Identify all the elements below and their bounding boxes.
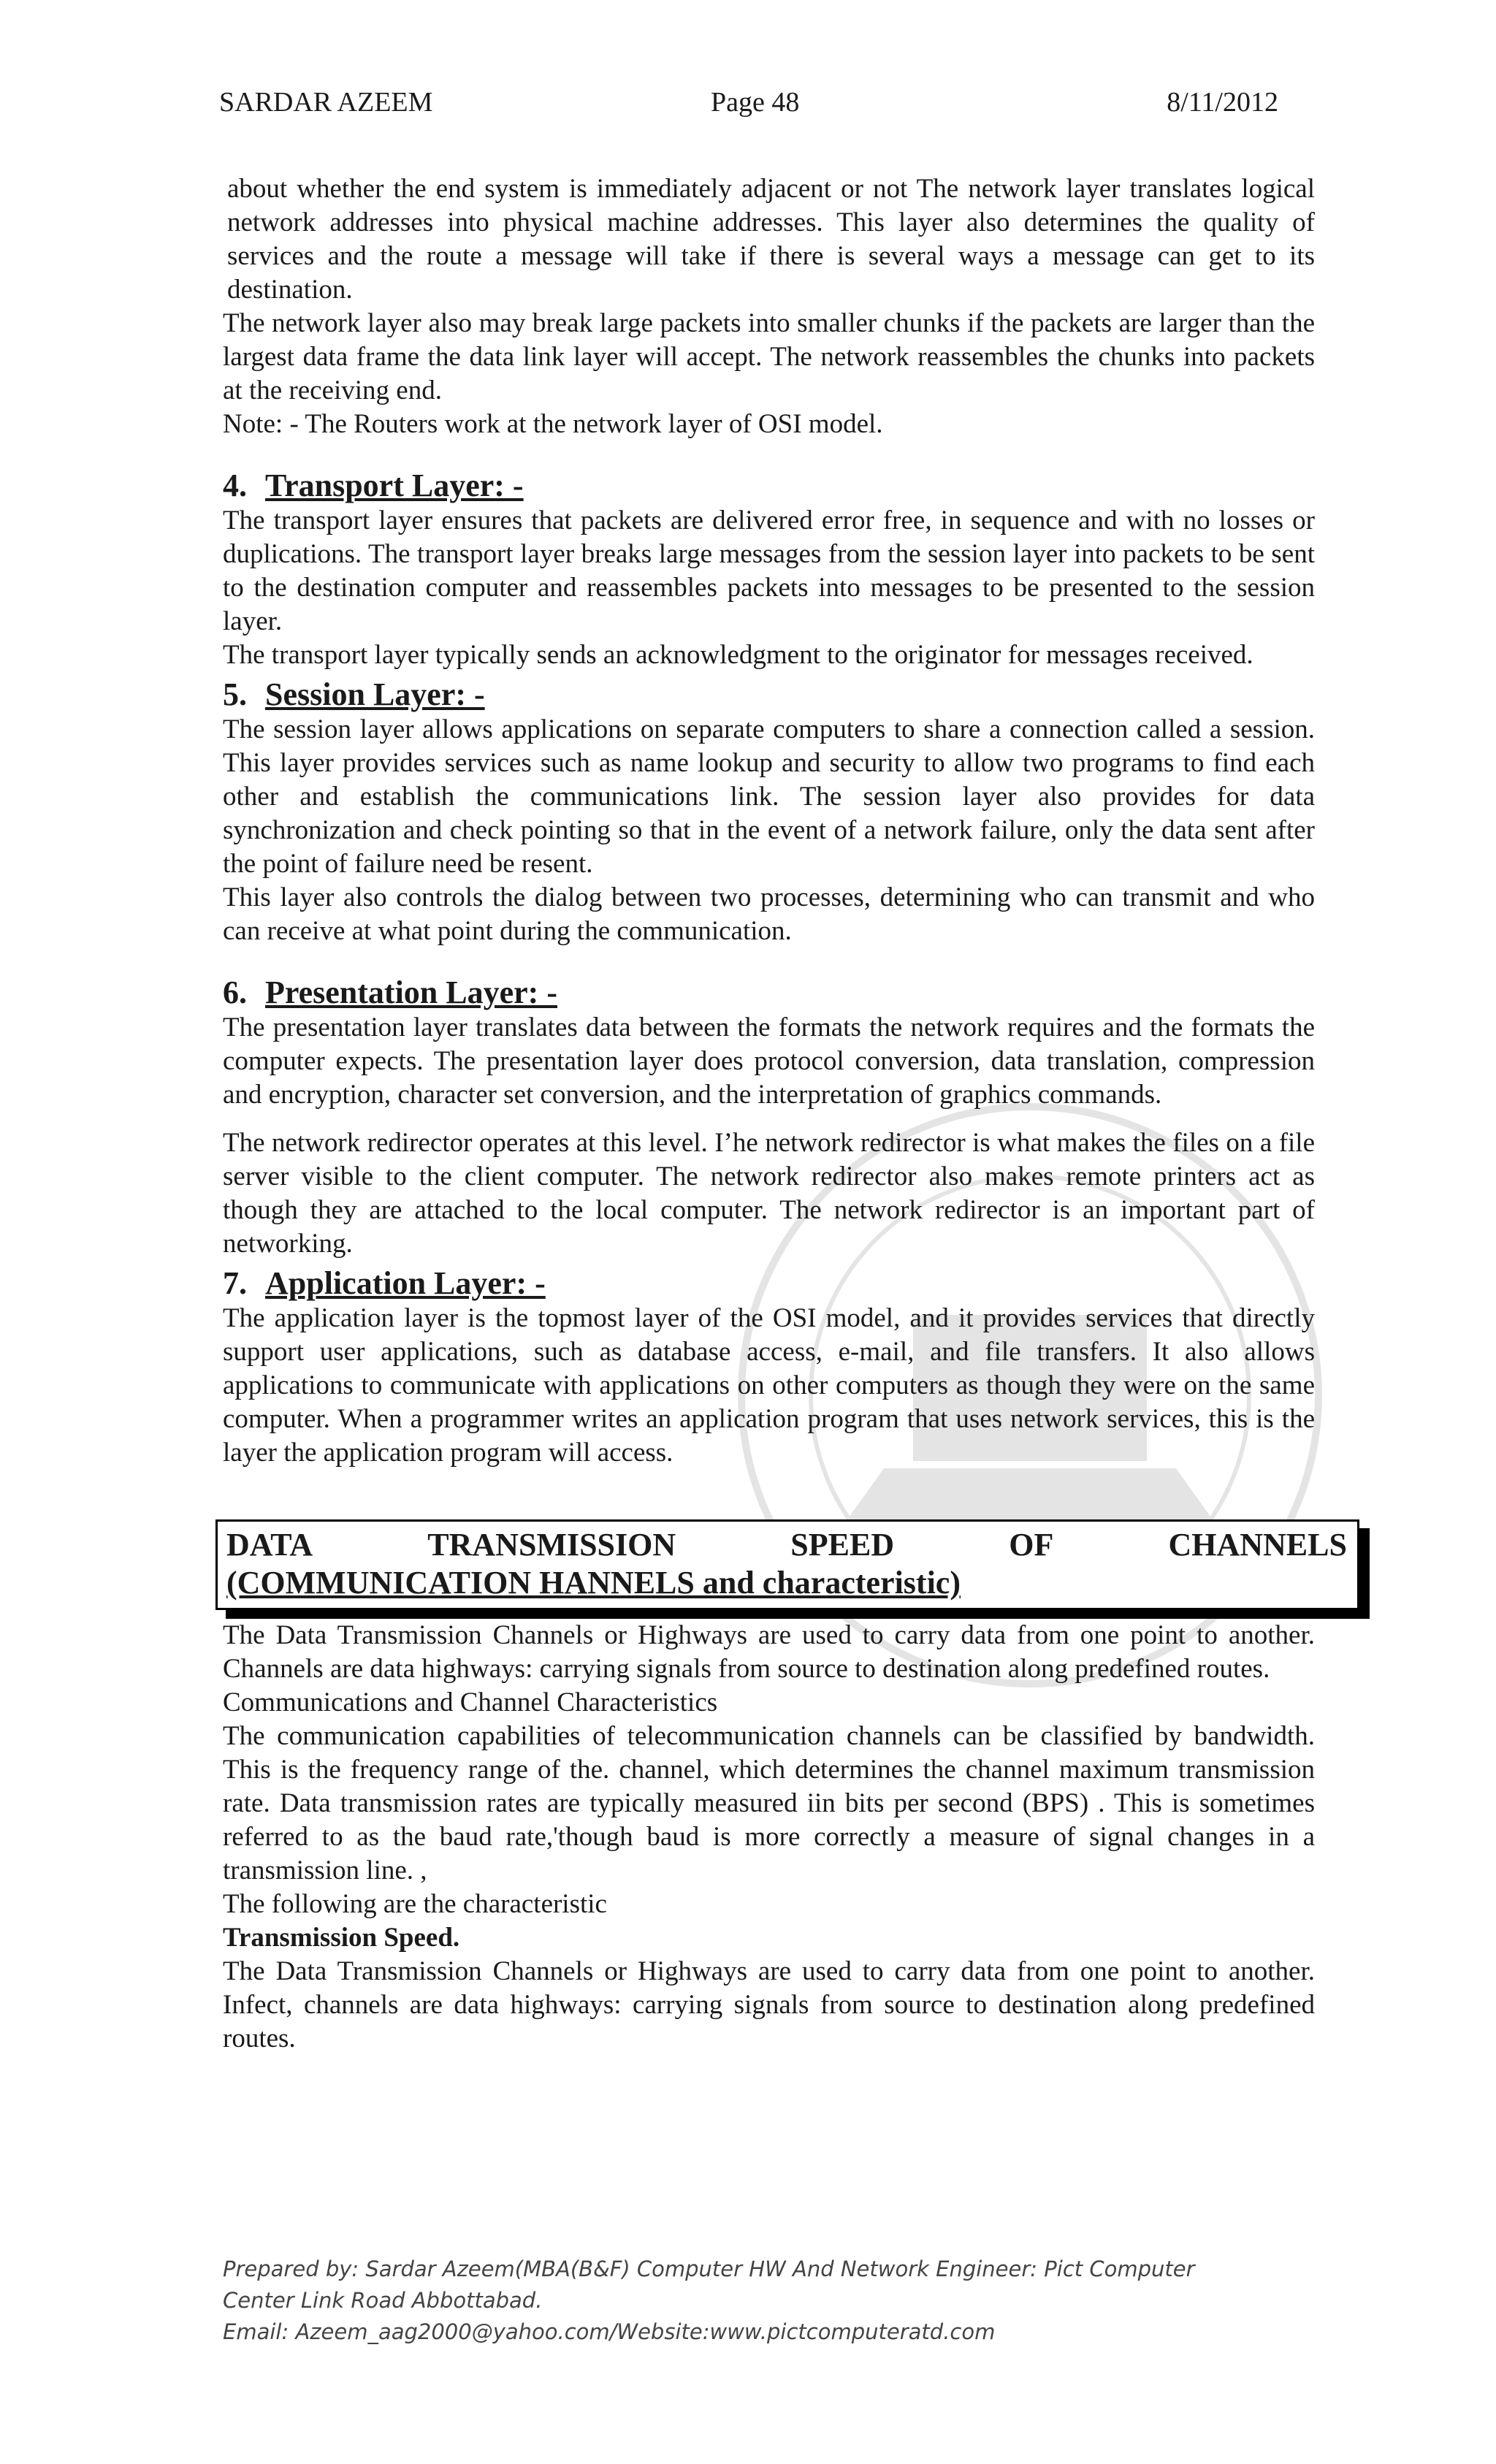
footer-line: Center Link Road Abbottabad.: [223, 2288, 543, 2313]
body-content: [223, 172, 1347, 2056]
section-title: Session Layer: -: [265, 676, 485, 712]
banner-word: CHANNELS: [1168, 1527, 1347, 1563]
spacer: [223, 441, 1315, 463]
transmission-speed-heading: Transmission Speed.: [223, 1923, 460, 1953]
footer-line: Prepared by: Sardar Azeem(MBA(B&F) Computer HW And Network Engineer: Pict Computer: [223, 2257, 1195, 2281]
section-title: Application Layer: -: [265, 1265, 546, 1301]
channels-paragraph: The following are the characteristic: [223, 1889, 607, 1919]
banner-word: OF: [1009, 1527, 1054, 1563]
note-paragraph: Note: - The Routers work at the network layer of OSI model.: [223, 409, 883, 439]
header-author: SARDAR AZEEM: [219, 87, 433, 118]
channels-paragraph: The communication capabilities of telecommunication channels can be classified by bandwidth. This is the frequency range of the. channel, which determines the channel maximum transmission rate. Data transmission rates are typically measured iin bits per second (BPS) . This is sometimes referred to as the baud rate,'though baud is more correctly a measure of signal changes in a transmission line. ,: [223, 1721, 1315, 1885]
channels-subheading: Communications and Channel Characteristics: [223, 1687, 718, 1717]
presentation-paragraph: The network redirector operates at this level. I’he network redirector is what makes the files on a file server visible to the client computer. The network redirector also makes remote printers act as though they are attached to the local computer. The network redirector is an important part of networking.: [223, 1128, 1315, 1259]
intro-paragraph: about whether the end system is immediately adjacent or not The network layer translates logical network addresses into physical machine addresses. This layer also determines the quality of services and the route a message will take if there is several ways a message can get to its destination.: [227, 174, 1315, 305]
header-date: 8/11/2012: [1167, 87, 1278, 118]
section-heading-presentation: [223, 974, 1315, 1011]
banner-word: SPEED: [790, 1527, 895, 1563]
transport-paragraph: The transport layer ensures that packets are delivered error free, in sequence and with no losses or duplications. The transport layer breaks large messages from the session layer into packets to be sent to the destination computer and reassembles packets into messages to be presented to the session layer.: [223, 506, 1315, 636]
section-number: 6.: [223, 974, 247, 1010]
section-heading-application: [223, 1265, 1315, 1302]
banner-subtitle: (COMMUNICATION HANNELS and characteristic): [226, 1565, 961, 1601]
page-header: [219, 86, 1278, 130]
section-title: Presentation Layer: -: [265, 974, 557, 1010]
page-footer: [223, 2254, 1318, 2348]
session-paragraph: The session layer allows applications on separate computers to share a connection called a session. This layer provides services such as name lookup and security to allow two programs to find each other and establish the communications link. The session layer also provides for data synchronization and check pointing so that in the event of a network failure, only the data sent after the point of failure need be resent.: [223, 714, 1315, 879]
intro-paragraph: The network layer also may break large packets into smaller chunks if the packets are larger than the largest data frame the data link layer will accept. The network reassembles the chunks into packets at the receiving end.: [223, 308, 1315, 405]
transport-paragraph: The transport layer typically sends an acknowledgment to the originator for messages received.: [223, 640, 1253, 670]
section-heading-session: [223, 676, 1315, 713]
header-page-number: Page 48: [711, 87, 800, 118]
channels-paragraph: The Data Transmission Channels or Highways are used to carry data from one point to another. Channels are data highways: carrying signals from source to destination along predefined routes.: [223, 1620, 1315, 1684]
banner-word: TRANSMISSION: [427, 1527, 676, 1563]
footer-email: Email: Azeem_aag2000@yahoo.com/Website:www.pictcomputeratd.com: [223, 2319, 996, 2344]
section-number: 7.: [223, 1265, 247, 1301]
section-banner: [215, 1519, 1359, 1610]
application-paragraph: The application layer is the topmost layer of the OSI model, and it provides services that directly support user applications, such as database access, e-mail, and file transfers. It also allows applications to communicate with applications on other computers as though they were on the same computer. When a programmer writes an application program that uses network services, this is the layer the application program will access.: [223, 1303, 1315, 1468]
spacer: [223, 948, 1315, 970]
session-paragraph: This layer also controls the dialog between two processes, determining who can transmit and who can receive at what point during the communication.: [223, 882, 1315, 946]
banner-title-line: [226, 1526, 1347, 1564]
presentation-paragraph: The presentation layer translates data between the formats the network requires and the formats the computer expects. The presentation layer does protocol conversion, data translation, compression and encryption, character set conversion, and the interpretation of graphics commands.: [223, 1012, 1315, 1110]
banner-word: DATA: [226, 1527, 313, 1563]
spacer: [223, 1112, 1315, 1126]
channels-paragraph: The Data Transmission Channels or Highways are used to carry data from one point to another. Infect, channels are data highways: carrying signals from source to destination along predefined routes.: [223, 1956, 1315, 2053]
section-number: 5.: [223, 676, 247, 712]
section-title: Transport Layer: -: [265, 468, 524, 503]
section-heading-transport: [223, 468, 1315, 504]
section-number: 4.: [223, 468, 247, 503]
